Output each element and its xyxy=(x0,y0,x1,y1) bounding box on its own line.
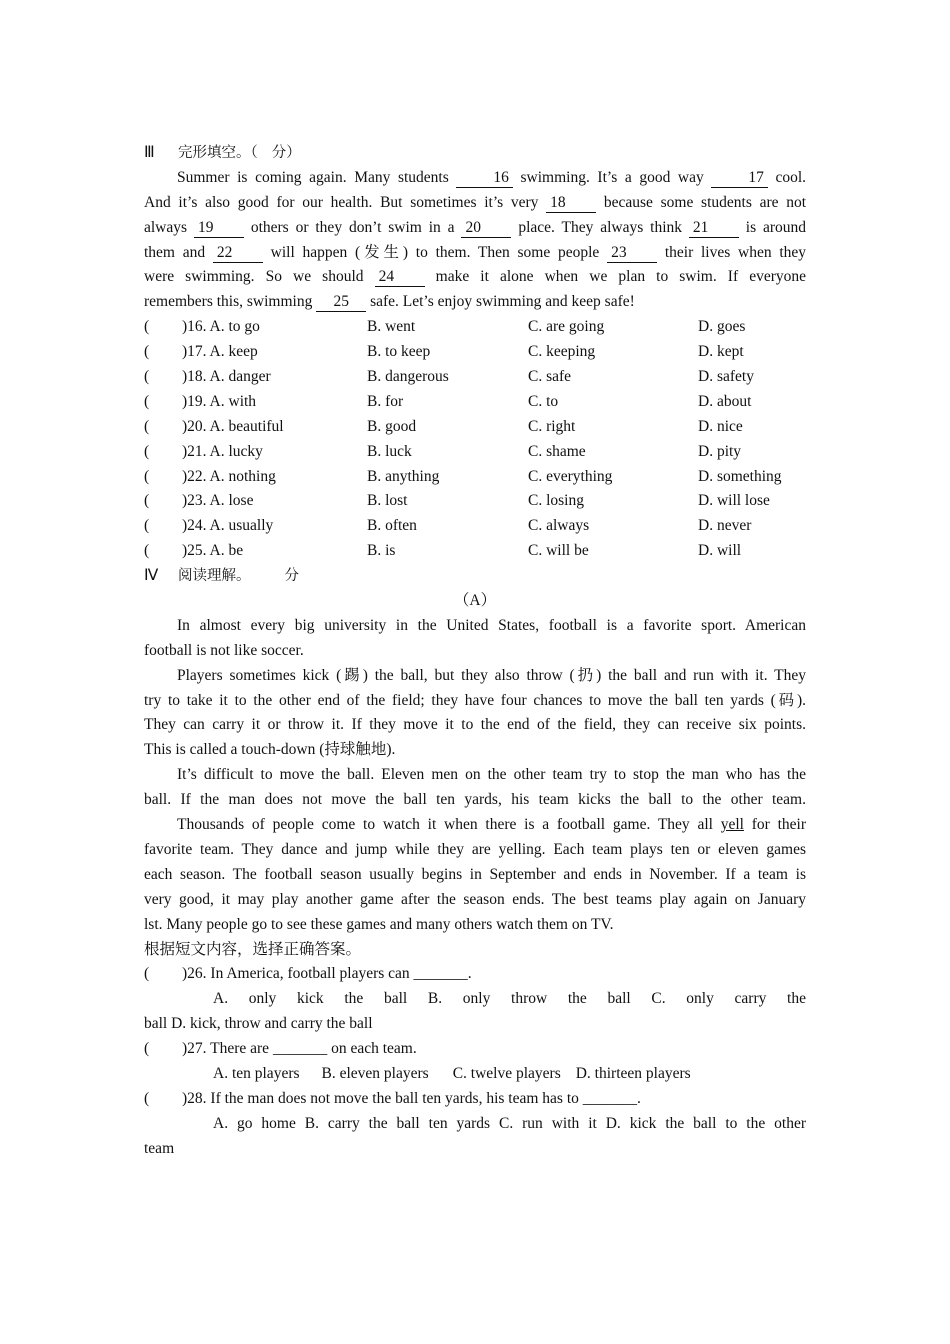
option-b: B. for xyxy=(367,392,404,410)
worksheet-page xyxy=(144,141,806,1162)
question-20: ( )20. A. beautiful B. good C. right D. nice xyxy=(144,415,806,440)
option-c: C. twelve players xyxy=(452,1064,561,1082)
option-d: D. goes xyxy=(698,318,746,336)
question-stem: )28. If the man does not move the ball ten yards, his team has to _______. xyxy=(182,1089,641,1107)
question-21: ( )21. A. lucky B. luck C. shame D. pity xyxy=(144,440,806,465)
passage-line: They can carry it or throw it. If they move it to the end of the field, they can receive six points. xyxy=(144,716,806,734)
option-d: D. will lose xyxy=(698,492,770,510)
blank-16: 16 xyxy=(456,169,513,188)
question-26-options xyxy=(144,987,806,1012)
option-a: )16. A. to go xyxy=(182,318,260,336)
passage-line: each season. The football season usually begins in September and ends in November. If a team is xyxy=(144,865,806,883)
question-16: ( )16. A. to go B. went C. are going D. goes xyxy=(144,315,806,340)
passage-line: football is not like soccer. xyxy=(144,641,304,659)
option-a: )21. A. lucky xyxy=(182,442,263,460)
option-c: C. everything xyxy=(528,467,613,485)
option-d: D. will xyxy=(698,542,742,560)
passage-line: try to take it to the other end of the field; they have four chances to move the ball ten yards (码). xyxy=(144,691,806,709)
section-4-heading xyxy=(144,564,806,589)
option-b: B. anything xyxy=(367,467,440,485)
option-b: B. luck xyxy=(367,442,412,460)
cloze-line-3: always 19 others or they don’t swim in a 20 place. They always think 21 is around xyxy=(144,218,806,236)
question-23: ( )23. A. lose B. lost C. losing D. will lose xyxy=(144,489,806,514)
option-b: B. went xyxy=(367,318,416,336)
option-a: )18. A. danger xyxy=(182,368,271,386)
passage-line: In almost every big university in the United States, football is a favorite sport. American xyxy=(177,616,806,634)
option-d: D. pity xyxy=(698,442,742,460)
blank-18: 18 xyxy=(546,194,596,213)
instruction: 根据短文内容，选择正确答案。 xyxy=(144,940,362,958)
passage-line: lst. Many people go to see these games and many others watch them on TV. xyxy=(144,915,614,933)
option-d: D. never xyxy=(698,517,752,535)
cloze-line-6: remembers this, swimming 25 safe. Let’s enjoy swimming and keep safe! xyxy=(144,293,635,311)
option-b: B. lost xyxy=(367,492,408,510)
option-bc: B. only throw the ball C. only carry the xyxy=(427,990,806,1008)
option-b: B. often xyxy=(367,517,417,535)
option-c: C. shame xyxy=(528,442,586,460)
cloze-line-1: Summer is coming again. Many students 16 swimming. It’s a good way 17 cool. xyxy=(177,168,806,186)
blank-21: 21 xyxy=(689,219,739,238)
section-3-title: 完形填空。（ xyxy=(178,145,258,161)
option-a: )25. A. be xyxy=(182,542,244,560)
option-b: B. to keep xyxy=(367,343,431,361)
question-27-options xyxy=(144,1062,806,1087)
option-b: B. good xyxy=(367,417,417,435)
option-a: )20. A. beautiful xyxy=(182,417,284,435)
option-c: C. to xyxy=(528,392,559,410)
section-4-title: 阅读理解。 xyxy=(178,568,251,585)
passage-line: It’s difficult to move the ball. Eleven men on the other team try to stop the man who has the xyxy=(177,766,806,784)
option-c: C. always xyxy=(528,517,590,535)
option-b: B. eleven players xyxy=(321,1064,429,1082)
option-a: )19. A. with xyxy=(182,392,257,410)
blank-24: 24 xyxy=(375,268,425,287)
cloze-line-5: were swimming. So we should 24 make it alone when we plan to swim. If everyone xyxy=(144,268,806,286)
option-c: C. keeping xyxy=(528,343,596,361)
question-22: ( )22. A. nothing B. anything C. everything D. something xyxy=(144,465,806,490)
passage-line: Players sometimes kick (踢) the ball, but they also throw (扔) the ball and run with it. They xyxy=(177,666,806,684)
option-c: C. losing xyxy=(528,492,584,510)
section-3-numeral: Ⅲ xyxy=(144,144,155,161)
section-4-numeral: Ⅳ xyxy=(144,567,159,585)
option-d: D. thirteen players xyxy=(575,1064,691,1082)
question-27: ( )27. There are _______ on each team. xyxy=(144,1040,417,1058)
option-b: B. carry the ball ten yards xyxy=(304,1114,491,1132)
option-c: C. are going xyxy=(528,318,605,336)
question-26-options-cont: ball D. kick, throw and carry the ball xyxy=(144,1015,373,1033)
option-c: C. safe xyxy=(528,368,572,386)
passage-a-label: （A） xyxy=(453,592,497,610)
blank-25: 25 xyxy=(316,293,366,312)
option-a: )23. A. lose xyxy=(182,492,254,510)
option-a: A. ten players xyxy=(213,1064,300,1082)
option-c: C. will be xyxy=(528,542,589,560)
question-28-options xyxy=(144,1112,806,1137)
option-b: B. is xyxy=(367,542,396,560)
blank-17: 17 xyxy=(711,169,768,188)
passage-line: Thousands of people come to watch it when there is a football game. They all yell for their xyxy=(177,816,806,834)
question-28: ( )28. If the man does not move the ball ten yards, his team has to _______. xyxy=(144,1089,641,1107)
option-d: D. kept xyxy=(698,343,744,361)
question-24: ( )24. A. usually B. often C. always D. never xyxy=(144,514,806,539)
option-a: )17. A. keep xyxy=(182,343,258,361)
section-4-score: 分 xyxy=(284,568,299,585)
question-26: ( )26. In America, football players can _______. xyxy=(144,965,472,983)
blank-20: 20 xyxy=(461,219,511,238)
option-c: C. right xyxy=(528,417,576,435)
option-a: )24. A. usually xyxy=(182,517,274,535)
passage-line: very good, it may play another game after the season ends. The best teams play again on January xyxy=(144,890,806,908)
cloze-line-2: And it’s also good for our health. But sometimes it’s very 18 because some students are not xyxy=(144,193,806,211)
passage-line: ball. If the man does not move the ball ten yards, his team kicks the ball to the other team. xyxy=(144,791,806,809)
option-c: C. run with it xyxy=(499,1114,597,1132)
question-17: ( )17. A. keep B. to keep C. keeping D. kept xyxy=(144,340,806,365)
blank-19: 19 xyxy=(194,219,244,238)
option-d: D. something xyxy=(698,467,782,485)
cloze-line-4: them and 22 will happen (发生) to them. Then some people 23 their lives when they xyxy=(144,243,806,261)
option-a: A. only kick the ball xyxy=(213,990,408,1008)
option-a: A. go home xyxy=(213,1114,296,1132)
question-18: ( )18. A. danger B. dangerous C. safe D. safety xyxy=(144,365,806,390)
underlined-word-yell: yell xyxy=(720,816,744,834)
option-d: D. about xyxy=(698,392,752,410)
section-3-score: 分） xyxy=(271,145,301,161)
question-25: ( )25. A. be B. is C. will be D. will xyxy=(144,539,806,564)
passage-line: favorite team. They dance and jump while they are yelling. Each team plays ten or eleven games xyxy=(144,840,806,858)
question-stem: )27. There are _______ on each team. xyxy=(182,1040,417,1058)
question-28-options-cont: team xyxy=(144,1139,175,1157)
section-3-heading xyxy=(144,141,806,166)
blank-23: 23 xyxy=(607,244,657,263)
option-d: D. safety xyxy=(698,368,754,386)
option-d: D. nice xyxy=(698,417,743,435)
question-stem: )26. In America, football players can _______. xyxy=(182,965,472,983)
question-19: ( )19. A. with B. for C. to D. about xyxy=(144,390,806,415)
option-b: B. dangerous xyxy=(367,368,449,386)
option-d: D. kick the ball to the other xyxy=(605,1114,806,1132)
option-a: )22. A. nothing xyxy=(182,467,276,485)
passage-line: This is called a touch-down (持球触地). xyxy=(144,741,396,759)
cloze-questions xyxy=(144,315,806,564)
blank-22: 22 xyxy=(213,244,263,263)
